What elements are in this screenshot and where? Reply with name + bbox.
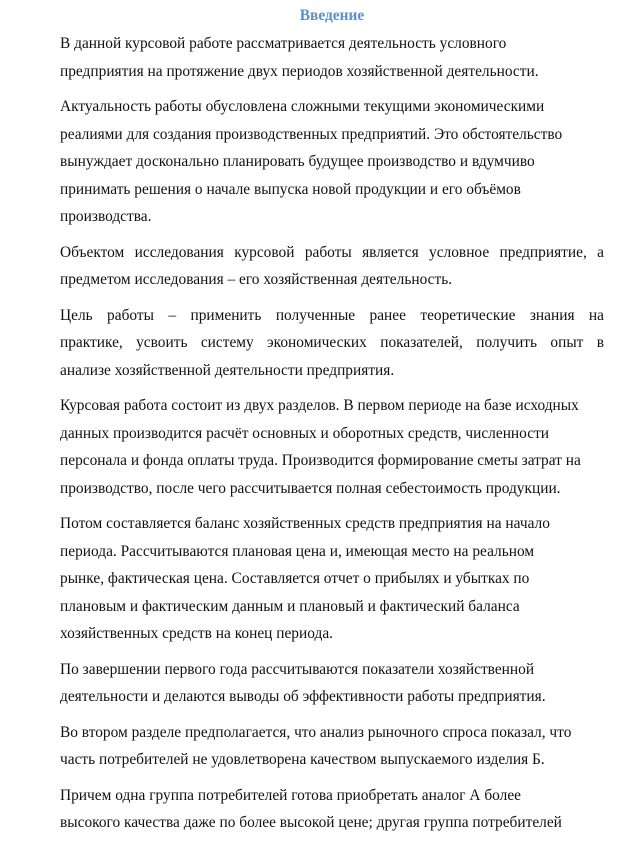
paragraph-line: Объектом исследования курсовой работы является условное предприятие, а	[60, 243, 604, 261]
paragraph-line: Потом составляется баланс хозяйственных средств предприятия на начало	[60, 515, 550, 532]
paragraph	[60, 392, 604, 502]
paragraph-line: персонала и фонда оплаты труда. Производится формирование сметы затрат на	[60, 452, 581, 469]
paragraph-line: анализе хозяйственной деятельности предприятия.	[60, 361, 395, 379]
paragraph-line: реалиями для создания производственных предприятий. Это обстоятельство	[60, 125, 563, 143]
paragraph-line: предприятия на протяжение двух периодов хозяйственной деятельности.	[60, 62, 539, 80]
paragraph-line: Актуальность работы обусловлена сложными текущими экономическими	[60, 98, 545, 115]
paragraph-line: вынуждает досконально планировать будущее производство и вдумчиво	[60, 153, 535, 170]
paragraph	[60, 93, 604, 231]
document-page	[60, 6, 604, 845]
paragraph-line: часть потребителей не удовлетворена качеством выпускаемого изделия Б.	[60, 751, 545, 768]
paragraph-list	[60, 30, 604, 837]
paragraph-line: деятельности и делаются выводы об эффективности работы предприятия.	[60, 688, 546, 705]
paragraph-line: хозяйственных средств на конец периода.	[60, 625, 333, 642]
paragraph	[60, 782, 604, 837]
paragraph	[60, 30, 604, 85]
paragraph-line: Цель работы – применить полученные ранее теоретические знания на	[60, 306, 604, 324]
paragraph-line: предметом исследования – его хозяйственная деятельность.	[60, 271, 453, 288]
section-heading: Введение	[299, 7, 365, 24]
paragraph	[60, 302, 604, 385]
paragraph	[60, 510, 604, 648]
paragraph-line: Курсовая работа состоит из двух разделов. В первом периоде на базе исходных	[60, 397, 579, 414]
paragraph-line: принимать решения о начале выпуска новой продукции и его объёмов	[60, 180, 521, 198]
paragraph	[60, 239, 604, 294]
paragraph-line: высокого качества даже по более высокой цене; другая группа потребителей	[60, 814, 562, 831]
paragraph-line: производства.	[60, 208, 152, 225]
paragraph-line: рынке, фактическая цена. Составляется отчет о прибылях и убытках по	[60, 570, 530, 587]
paragraph-line: производство, после чего рассчитывается полная себестоимость продукции.	[60, 479, 561, 497]
paragraph-line: Во втором разделе предполагается, что анализ рыночного спроса показал, что	[60, 723, 572, 741]
paragraph-line: периода. Рассчитываются плановая цена и, имеющая место на реальном	[60, 542, 535, 560]
paragraph-line: По завершении первого года рассчитываются показатели хозяйственной	[60, 660, 535, 678]
paragraph-line: В данной курсовой работе рассматривается деятельность условного	[60, 35, 507, 52]
paragraph-line: плановым и фактическим данным и плановый и фактический баланса	[60, 597, 520, 615]
paragraph	[60, 719, 604, 774]
paragraph-line: практике, усвоить систему экономических показателей, получить опыт в	[60, 334, 604, 351]
paragraph	[60, 656, 604, 711]
paragraph-line: Причем одна группа потребителей готова приобретать аналог А более	[60, 786, 521, 804]
paragraph-line: данных производится расчёт основных и оборотных средств, численности	[60, 424, 550, 442]
